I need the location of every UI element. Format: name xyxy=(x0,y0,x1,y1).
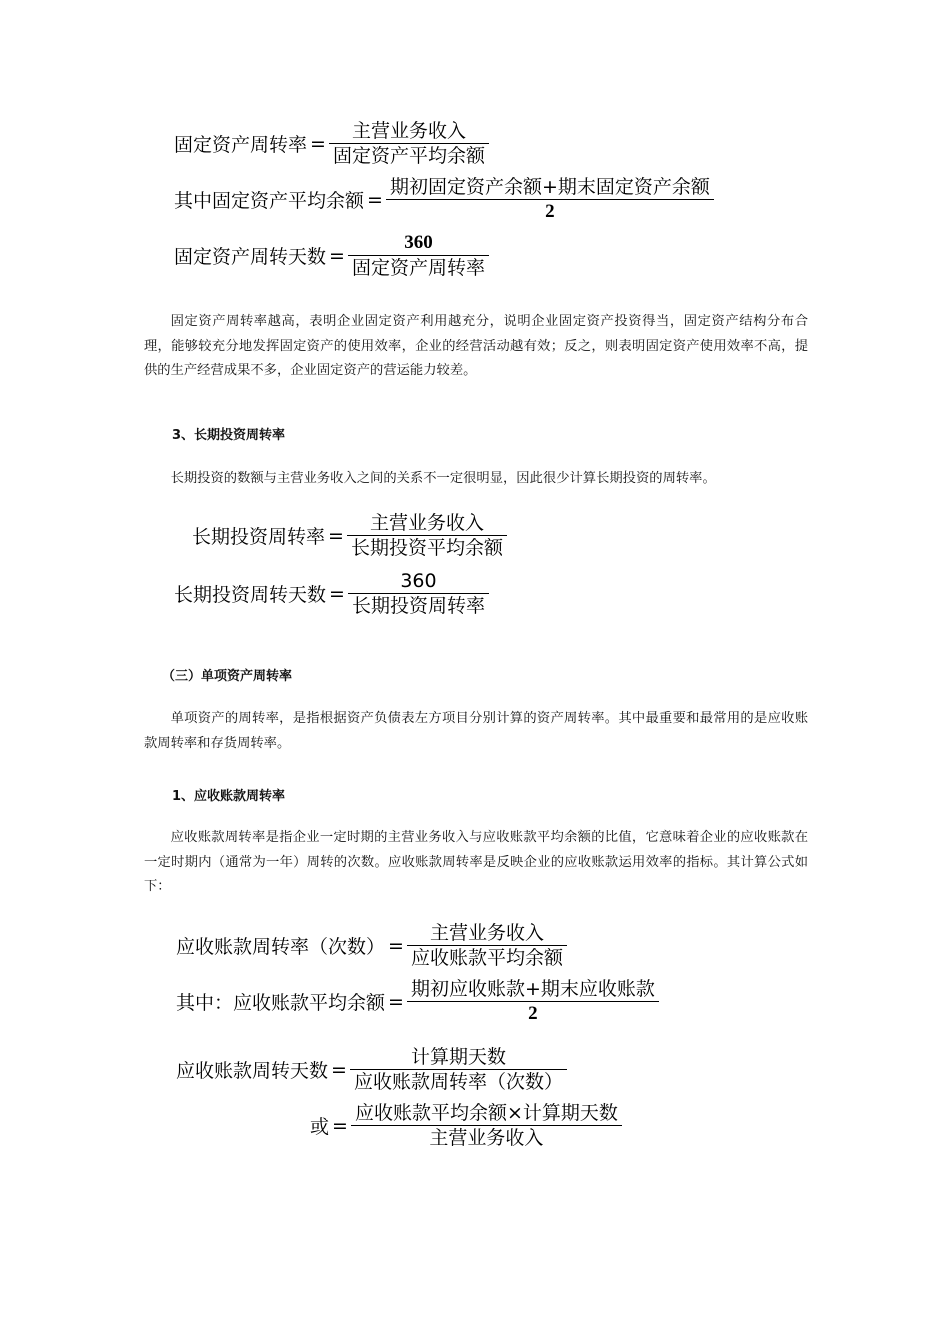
numerator: 360 xyxy=(400,570,437,592)
formula-lhs: 其中：应收账款平均余额 xyxy=(176,992,386,1014)
formula-receivable-turnover xyxy=(176,922,567,969)
denominator: 长期投资周转率 xyxy=(351,595,485,617)
heading-single-asset-turnover: （三）单项资产周转率 xyxy=(162,669,293,684)
formula-fixed-asset-average xyxy=(174,176,714,223)
fraction xyxy=(347,512,507,559)
fraction xyxy=(386,176,714,223)
fraction xyxy=(348,570,489,617)
formula-long-term-turnover xyxy=(192,512,507,559)
denominator: 应收账款平均余额 xyxy=(410,947,563,969)
numerator: 期初固定资产余额+期末固定资产余额 xyxy=(389,176,710,198)
denominator: 固定资产周转率 xyxy=(351,257,485,279)
denominator: 长期投资平均余额 xyxy=(350,537,503,559)
fraction xyxy=(350,1046,567,1093)
fraction xyxy=(407,978,659,1025)
formula-long-term-days xyxy=(174,570,489,617)
fraction xyxy=(329,120,489,167)
numerator: 应收账款平均余额×计算期天数 xyxy=(354,1102,618,1124)
numerator: 主营业务收入 xyxy=(429,922,544,944)
fraction xyxy=(407,922,567,969)
numerator: 主营业务收入 xyxy=(369,512,484,534)
equals-sign: = xyxy=(332,1114,348,1137)
equals-sign: = xyxy=(329,582,345,605)
paragraph-fixed-asset-explanation: 固定资产周转率越高，表明企业固定资产利用越充分，说明企业固定资产投资得当，固定资产结构分布合理，能够较充分地发挥固定资产的使用效率，企业的经营活动越有效；反之，则表明固定资产使用效率不高，提供的生产经营成果不多，企业固定资产的营运能力较差。 xyxy=(144,314,808,378)
denominator: 2 xyxy=(545,201,555,222)
formula-lhs: 长期投资周转天数 xyxy=(174,584,327,606)
formula-lhs: 应收账款周转率（次数） xyxy=(176,936,386,958)
formula-fixed-asset-days xyxy=(174,232,489,279)
paragraph-long-term-investment: 长期投资的数额与主营业务收入之间的关系不一定很明显，因此很少计算长期投资的周转率。 xyxy=(170,471,716,486)
formula-receivable-average xyxy=(176,978,659,1025)
formula-lhs: 或 xyxy=(310,1116,330,1138)
denominator: 固定资产平均余额 xyxy=(332,145,485,167)
formula-receivable-days-alt xyxy=(310,1102,622,1149)
numerator: 期初应收账款+期末应收账款 xyxy=(410,978,655,1000)
equals-sign: = xyxy=(331,1058,347,1081)
formula-lhs: 应收账款周转天数 xyxy=(176,1060,329,1082)
equals-sign: = xyxy=(388,934,404,957)
paragraph-single-asset: 单项资产的周转率，是指根据资产负债表左方项目分别计算的资产周转率。其中最重要和最常用的是应收账款周转率和存货周转率。 xyxy=(144,711,808,751)
equals-sign: = xyxy=(310,132,326,155)
formula-receivable-days xyxy=(176,1046,567,1093)
formula-lhs: 固定资产周转率 xyxy=(174,134,308,156)
numerator: 计算期天数 xyxy=(410,1046,506,1068)
numerator: 360 xyxy=(404,232,433,253)
formula-lhs: 其中固定资产平均余额 xyxy=(174,190,365,212)
denominator: 应收账款周转率（次数） xyxy=(353,1071,563,1093)
fraction xyxy=(351,1102,622,1149)
denominator: 2 xyxy=(528,1003,538,1024)
formula-lhs: 长期投资周转率 xyxy=(192,526,326,548)
heading-long-term-investment: 3、长期投资周转率 xyxy=(172,428,286,443)
heading-receivable-turnover: 1、应收账款周转率 xyxy=(172,789,286,804)
formula-lhs: 固定资产周转天数 xyxy=(174,246,327,268)
equals-sign: = xyxy=(367,188,383,211)
denominator: 主营业务收入 xyxy=(429,1127,544,1149)
numerator: 主营业务收入 xyxy=(351,120,466,142)
paragraph-receivable: 应收账款周转率是指企业一定时期的主营业务收入与应收账款平均余额的比值，它意味着企业的应收账款在一定时期内（通常为一年）周转的次数。应收账款周转率是反映企业的应收账款运用效率的指标。其计算公式如下： xyxy=(144,830,808,894)
formula-fixed-asset-turnover xyxy=(174,120,489,167)
equals-sign: = xyxy=(329,244,345,267)
equals-sign: = xyxy=(328,524,344,547)
equals-sign: = xyxy=(388,990,404,1013)
fraction xyxy=(348,232,489,279)
